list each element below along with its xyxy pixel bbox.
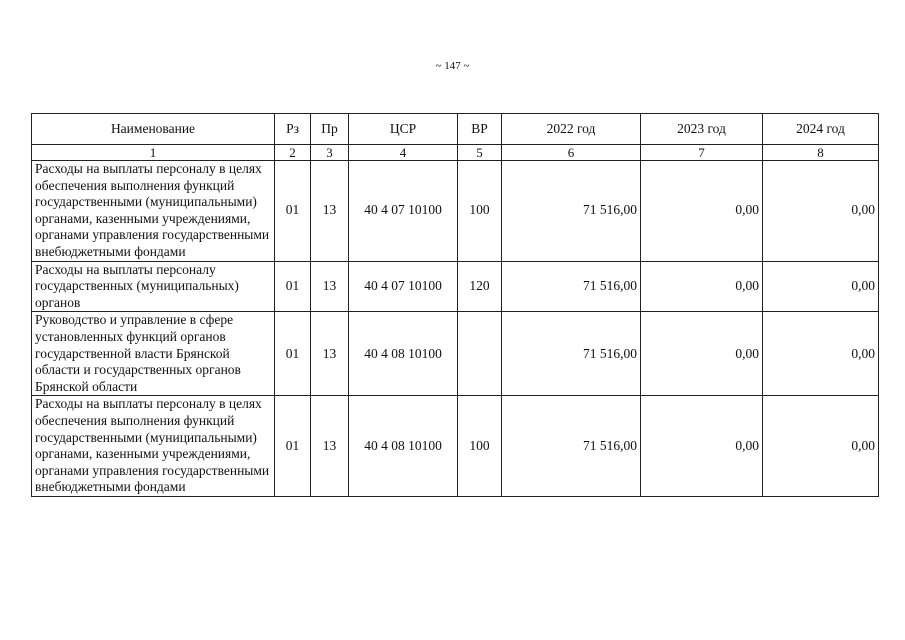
column-number: 5	[458, 145, 502, 161]
row-2024: 0,00	[763, 312, 879, 396]
row-2022: 71 516,00	[502, 396, 641, 497]
row-vr: 120	[458, 261, 502, 312]
row-2022: 71 516,00	[502, 161, 641, 262]
row-csr: 40 4 08 10100	[349, 396, 458, 497]
row-name: Расходы на выплаты персоналу в целях обеспечения выполнения функций государственными (муниципальными) органами, казенными учреждениями, органами управления государственными внебюджетными фондами	[32, 161, 275, 262]
column-number-row	[32, 145, 879, 161]
column-number: 4	[349, 145, 458, 161]
column-number: 3	[311, 145, 349, 161]
header-2022: 2022 год	[502, 114, 641, 145]
header-name: Наименование	[32, 114, 275, 145]
table-row	[32, 396, 879, 497]
table-row	[32, 161, 879, 262]
row-pr: 13	[311, 312, 349, 396]
row-name: Расходы на выплаты персоналу государственных (муниципальных) органов	[32, 261, 275, 312]
row-2022: 71 516,00	[502, 312, 641, 396]
header-rz: Рз	[275, 114, 311, 145]
row-csr: 40 4 07 10100	[349, 261, 458, 312]
row-rz: 01	[275, 261, 311, 312]
row-2024: 0,00	[763, 161, 879, 262]
page-number: ~ 147 ~	[435, 60, 470, 72]
row-2023: 0,00	[641, 161, 763, 262]
table-row	[32, 312, 879, 396]
row-pr: 13	[311, 161, 349, 262]
header-vr: ВР	[458, 114, 502, 145]
row-rz: 01	[275, 312, 311, 396]
table-row	[32, 261, 879, 312]
table-header-row	[32, 114, 879, 145]
column-number: 2	[275, 145, 311, 161]
row-rz: 01	[275, 161, 311, 262]
row-2024: 0,00	[763, 261, 879, 312]
column-number: 6	[502, 145, 641, 161]
row-rz: 01	[275, 396, 311, 497]
row-name: Расходы на выплаты персоналу в целях обеспечения выполнения функций государственными (муниципальными) органами, казенными учреждениями, органами управления государственными внебюджетными фондами	[32, 396, 275, 497]
header-pr: Пр	[311, 114, 349, 145]
header-2023: 2023 год	[641, 114, 763, 145]
budget-table	[31, 113, 879, 497]
row-2023: 0,00	[641, 312, 763, 396]
row-2023: 0,00	[641, 261, 763, 312]
row-vr	[458, 312, 502, 396]
row-pr: 13	[311, 396, 349, 497]
column-number: 7	[641, 145, 763, 161]
row-2023: 0,00	[641, 396, 763, 497]
row-vr: 100	[458, 396, 502, 497]
row-2022: 71 516,00	[502, 261, 641, 312]
column-number: 1	[32, 145, 275, 161]
row-name: Руководство и управление в сфере установленных функций органов государственной власти Брянской области и государственных органов Брянской области	[32, 312, 275, 396]
header-2024: 2024 год	[763, 114, 879, 145]
row-csr: 40 4 07 10100	[349, 161, 458, 262]
row-pr: 13	[311, 261, 349, 312]
column-number: 8	[763, 145, 879, 161]
row-2024: 0,00	[763, 396, 879, 497]
row-vr: 100	[458, 161, 502, 262]
row-csr: 40 4 08 10100	[349, 312, 458, 396]
header-csr: ЦСР	[349, 114, 458, 145]
